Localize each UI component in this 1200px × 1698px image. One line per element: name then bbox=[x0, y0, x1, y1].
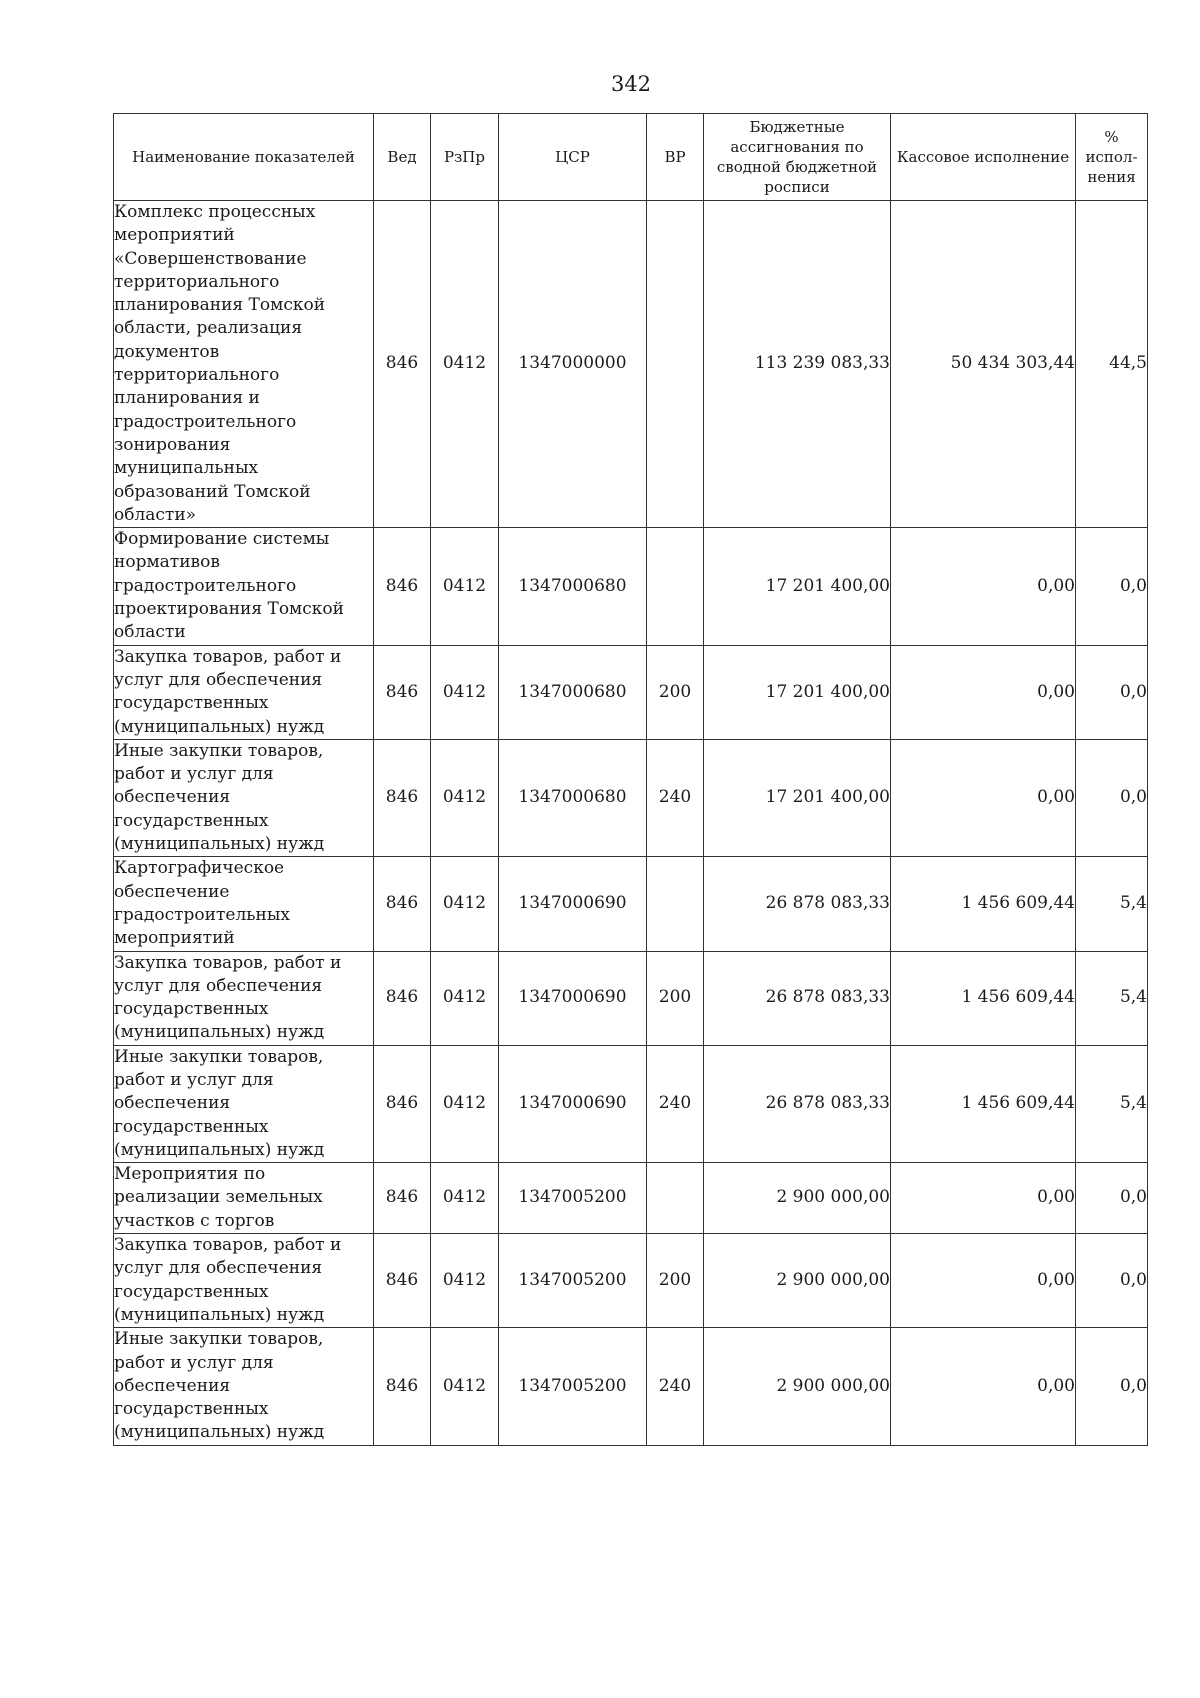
cell-assignments: 2 900 000,00 bbox=[704, 1234, 891, 1328]
cell-rzpr: 0412 bbox=[431, 201, 499, 528]
cell-csr: 1347005200 bbox=[499, 1163, 647, 1234]
cell-indicator-name: Закупка товаров, работ и услуг для обеспечения государственных (муниципальных) нужд bbox=[114, 1234, 374, 1328]
cell-ved: 846 bbox=[374, 1234, 431, 1328]
cell-assignments: 26 878 083,33 bbox=[704, 951, 891, 1045]
cell-percent-execution: 44,5 bbox=[1076, 201, 1148, 528]
cell-indicator-name: Иные закупки товаров, работ и услуг для обеспечения государственных (муниципальных) нужд bbox=[114, 1328, 374, 1445]
header-ved: Вед bbox=[374, 114, 431, 201]
cell-indicator-name: Формирование системы нормативов градостроительного проектирования Томской области bbox=[114, 528, 374, 645]
cell-percent-execution: 0,0 bbox=[1076, 1328, 1148, 1445]
cell-csr: 1347000680 bbox=[499, 528, 647, 645]
cell-vr bbox=[647, 528, 704, 645]
table-row bbox=[114, 645, 1148, 739]
table-row bbox=[114, 739, 1148, 856]
cell-percent-execution: 5,4 bbox=[1076, 1045, 1148, 1162]
table-row bbox=[114, 1234, 1148, 1328]
cell-vr bbox=[647, 857, 704, 951]
cell-indicator-name: Мероприятия по реализации земельных участков с торгов bbox=[114, 1163, 374, 1234]
cell-vr: 240 bbox=[647, 1328, 704, 1445]
header-rzpr: РзПр bbox=[431, 114, 499, 201]
cell-rzpr: 0412 bbox=[431, 739, 499, 856]
cell-rzpr: 0412 bbox=[431, 1328, 499, 1445]
table-header-row bbox=[114, 114, 1148, 201]
cell-rzpr: 0412 bbox=[431, 1163, 499, 1234]
cell-percent-execution: 0,0 bbox=[1076, 1234, 1148, 1328]
cell-ved: 846 bbox=[374, 1328, 431, 1445]
cell-assignments: 17 201 400,00 bbox=[704, 645, 891, 739]
cell-ved: 846 bbox=[374, 528, 431, 645]
cell-cash-execution: 0,00 bbox=[891, 739, 1076, 856]
cell-vr: 200 bbox=[647, 645, 704, 739]
cell-cash-execution: 0,00 bbox=[891, 1234, 1076, 1328]
cell-cash-execution: 0,00 bbox=[891, 1163, 1076, 1234]
table-row bbox=[114, 1328, 1148, 1445]
cell-percent-execution: 5,4 bbox=[1076, 857, 1148, 951]
cell-cash-execution: 1 456 609,44 bbox=[891, 1045, 1076, 1162]
cell-vr: 240 bbox=[647, 1045, 704, 1162]
cell-percent-execution: 0,0 bbox=[1076, 645, 1148, 739]
cell-ved: 846 bbox=[374, 645, 431, 739]
header-percent-execution: % испол-нения bbox=[1076, 114, 1148, 201]
cell-csr: 1347000690 bbox=[499, 857, 647, 951]
page-number: 342 bbox=[610, 72, 652, 96]
cell-ved: 846 bbox=[374, 739, 431, 856]
cell-assignments: 26 878 083,33 bbox=[704, 857, 891, 951]
cell-rzpr: 0412 bbox=[431, 528, 499, 645]
cell-rzpr: 0412 bbox=[431, 645, 499, 739]
cell-indicator-name: Комплекс процессных мероприятий «Совершенствование территориального планирования Томской области, реализация документов территориального планирования и градостроительного зонирования муниципальных образований Томской области» bbox=[114, 201, 374, 528]
table-row bbox=[114, 1045, 1148, 1162]
cell-csr: 1347000680 bbox=[499, 739, 647, 856]
cell-csr: 1347000690 bbox=[499, 1045, 647, 1162]
cell-vr bbox=[647, 1163, 704, 1234]
header-name: Наименование показателей bbox=[114, 114, 374, 201]
cell-rzpr: 0412 bbox=[431, 857, 499, 951]
cell-vr bbox=[647, 201, 704, 528]
cell-csr: 1347005200 bbox=[499, 1234, 647, 1328]
cell-vr: 200 bbox=[647, 951, 704, 1045]
cell-ved: 846 bbox=[374, 857, 431, 951]
cell-cash-execution: 50 434 303,44 bbox=[891, 201, 1076, 528]
cell-indicator-name: Иные закупки товаров, работ и услуг для обеспечения государственных (муниципальных) нужд bbox=[114, 1045, 374, 1162]
cell-percent-execution: 0,0 bbox=[1076, 1163, 1148, 1234]
header-assignments: Бюджетные ассигнования по сводной бюджетной росписи bbox=[704, 114, 891, 201]
cell-assignments: 2 900 000,00 bbox=[704, 1328, 891, 1445]
cell-cash-execution: 1 456 609,44 bbox=[891, 951, 1076, 1045]
cell-ved: 846 bbox=[374, 951, 431, 1045]
cell-csr: 1347000000 bbox=[499, 201, 647, 528]
cell-indicator-name: Закупка товаров, работ и услуг для обеспечения государственных (муниципальных) нужд bbox=[114, 951, 374, 1045]
cell-csr: 1347005200 bbox=[499, 1328, 647, 1445]
header-csr: ЦСР bbox=[499, 114, 647, 201]
cell-percent-execution: 0,0 bbox=[1076, 739, 1148, 856]
cell-percent-execution: 5,4 bbox=[1076, 951, 1148, 1045]
table-row bbox=[114, 857, 1148, 951]
cell-cash-execution: 0,00 bbox=[891, 1328, 1076, 1445]
cell-rzpr: 0412 bbox=[431, 951, 499, 1045]
cell-assignments: 26 878 083,33 bbox=[704, 1045, 891, 1162]
cell-ved: 846 bbox=[374, 1163, 431, 1234]
header-vr: ВР bbox=[647, 114, 704, 201]
cell-indicator-name: Закупка товаров, работ и услуг для обеспечения государственных (муниципальных) нужд bbox=[114, 645, 374, 739]
table-row bbox=[114, 1163, 1148, 1234]
cell-cash-execution: 1 456 609,44 bbox=[891, 857, 1076, 951]
cell-csr: 1347000680 bbox=[499, 645, 647, 739]
table-row bbox=[114, 951, 1148, 1045]
cell-cash-execution: 0,00 bbox=[891, 645, 1076, 739]
cell-vr: 200 bbox=[647, 1234, 704, 1328]
table-row bbox=[114, 528, 1148, 645]
cell-csr: 1347000690 bbox=[499, 951, 647, 1045]
cell-assignments: 17 201 400,00 bbox=[704, 739, 891, 856]
cell-assignments: 2 900 000,00 bbox=[704, 1163, 891, 1234]
header-cash-execution: Кассовое исполнение bbox=[891, 114, 1076, 201]
budget-table bbox=[113, 113, 1148, 1446]
cell-rzpr: 0412 bbox=[431, 1045, 499, 1162]
table-row bbox=[114, 201, 1148, 528]
cell-vr: 240 bbox=[647, 739, 704, 856]
cell-indicator-name: Иные закупки товаров, работ и услуг для обеспечения государственных (муниципальных) нужд bbox=[114, 739, 374, 856]
cell-assignments: 113 239 083,33 bbox=[704, 201, 891, 528]
cell-percent-execution: 0,0 bbox=[1076, 528, 1148, 645]
cell-ved: 846 bbox=[374, 1045, 431, 1162]
cell-cash-execution: 0,00 bbox=[891, 528, 1076, 645]
cell-rzpr: 0412 bbox=[431, 1234, 499, 1328]
cell-indicator-name: Картографическое обеспечение градостроительных мероприятий bbox=[114, 857, 374, 951]
cell-ved: 846 bbox=[374, 201, 431, 528]
cell-assignments: 17 201 400,00 bbox=[704, 528, 891, 645]
